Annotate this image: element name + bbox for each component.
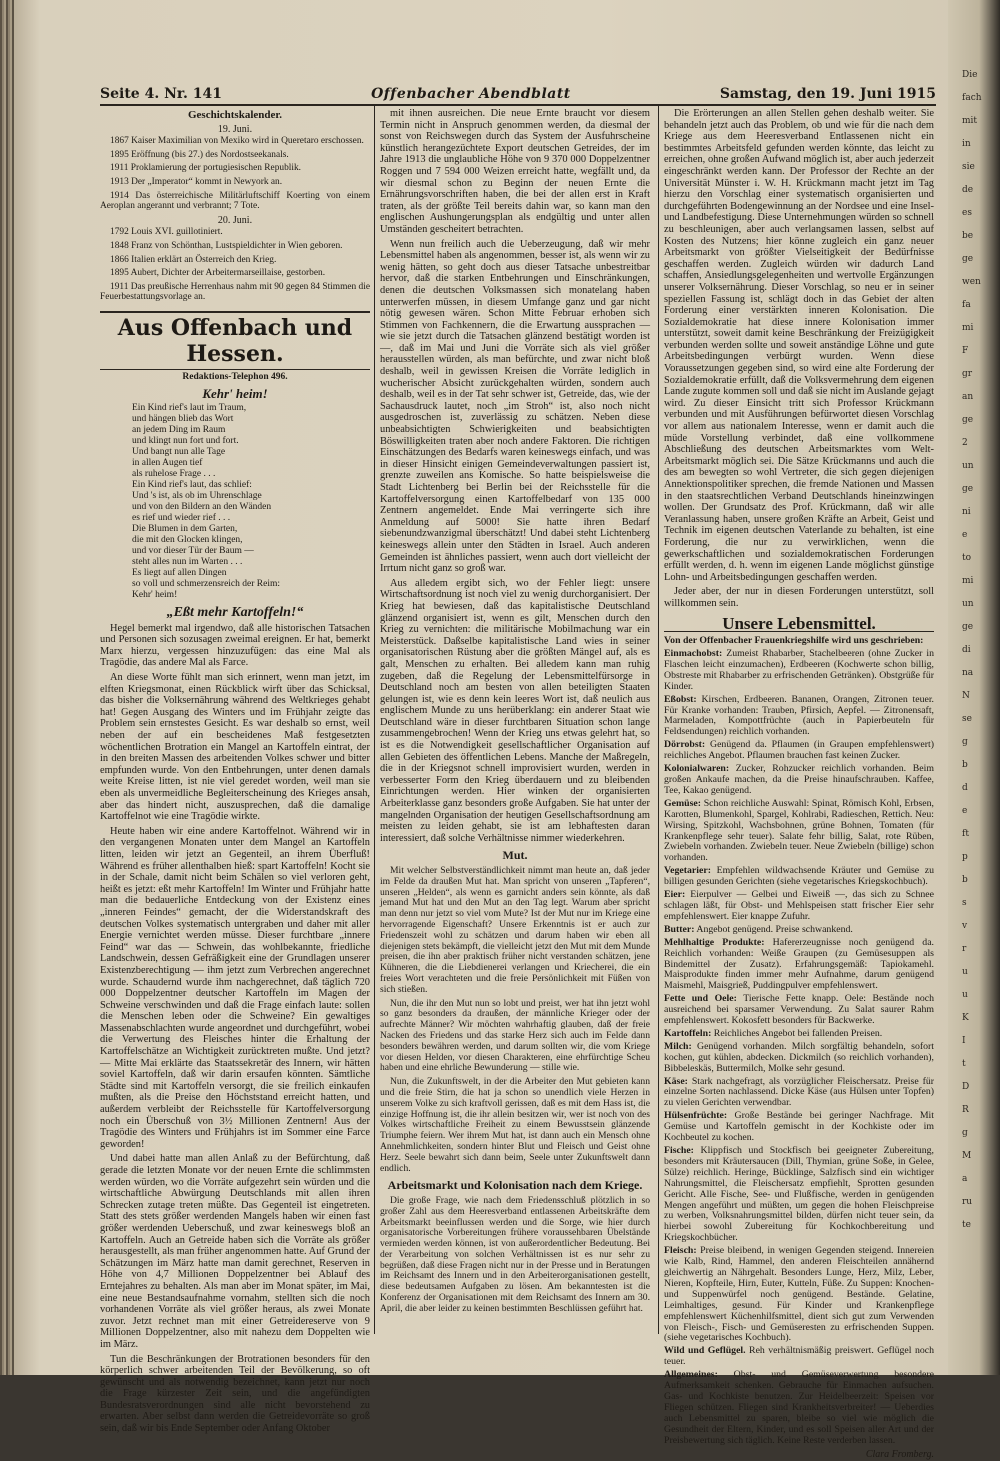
food-item xyxy=(664,799,934,864)
calendar-date: 20. Juni. xyxy=(217,214,253,226)
edge-fragment: M xyxy=(962,1151,972,1161)
edge-fragment: mi xyxy=(962,576,974,586)
paragraph: Aus alledem ergibt sich, wo der Fehler liegt: unsere Wirtschaftsordnung ist noch viel zu wenig durchorganisiert. Der Krieg hat bewiesen, daß das kapitalistische Deutschland glänzend organisiert ist, wenn es gilt, Menschen durch den Krieg zu vernichten: die militärische Mobilmachung war ein Meisterstück. Daßselbe kapitalistische Land wies in seiner organisatorischen Rüstung aber die größten Mängel auf, als es galt, Menschen zu erhalten. Bei alledem kann man ruhig zugeben, daß die Regelung der Lebensmittelfürsorge in Deutschland noch am besten von allen beteiligten Staaten gelungen ist, wie es denn kein leeres Wort ist, daß neulich aus englischem Munde zu uns herüberklang: ein anderer Staat wie Deutschland wäre in dieser furchtbaren Situation schon lange zusammengebrochen! Wenn der Krieg uns etwas gelehrt hat, so ist es die Notwendigkeit gesellschaftlicher Organisation auf allen Gebieten des öffentlichen Lebens. Manche der Maßregeln, die in der Kriegsnot schnell improvisiert wurden, werden in verbesserter Form den Krieg überdauern und zu bleibenden Einrichtungen werden. Hier winken der organisierten Arbeiterklasse ganz besonders große Aufgaben. Sie hat unter der mangelnden Organisation der heutigen Gesellschaftsordnung am meisten zu leiden gehabt, sie ist am lebhaftesten daran interessiert, daß solche Verhältnisse nimmer wiederkehren. xyxy=(380,577,650,844)
poem-line: es rief und wieder rief . . . xyxy=(132,513,231,524)
food-item xyxy=(664,866,934,888)
calendar-entry: 1911 Das preußische Herrenhaus nahm mit 90 gegen 84 Stimmen die Feuerbestattungsvorlage an. xyxy=(100,281,371,303)
paragraph: mit ihnen ausreichen. Die neue Ernte braucht vor diesem Termin nicht in Anspruch genommen werden, da diesmal der sonst von Reichswegen durch das System der Ausfuhrscheine künstlich herangezüchtete Export deutschen Getreides, der im Jahre 1913 die unglaubliche Höhe von 9 370 000 Doppelzentner Roggen und 7 594 000 Weizen erreicht hatte, wegfällt und, da wir diesmal schon zu Beginn der neuen Ernte die Ernährungsvorschriften haben, die bei der allen erst in Kraft traten, als der größte Teil bereits dahin war, so kann man den englischen Aushungerungsplan als endgültig und unter allen Umständen gescheitert betrachten. xyxy=(380,108,650,235)
edge-fragment: b xyxy=(962,875,968,885)
poem-line: und von den Bildern an den Wänden xyxy=(132,502,272,513)
poem-line: Kehr' heim! xyxy=(132,590,178,601)
edge-fragment: N xyxy=(962,691,970,701)
edge-fragment: ge xyxy=(962,484,974,494)
poem-line: und hängen blieb das Wort xyxy=(132,414,234,425)
food-description: Schon reichliche Auswahl: Spinat, Römisch Kohl, Erbsen, Karotten, Blumenkohl, Spargel, Kohlrabi, Radieschen, Rettich. Neu: Wirsing, Spitzkohl, Wachsbohnen, grüne Bohnen, Tomaten (für Krankenpflege sehr teuer). Salate fehr billig, Salat, rote Rüben, Zwiebeln vorhanden. Zwiebeln teuer. Neue Zwiebeln (billige) schon vorhanden. xyxy=(664,797,934,864)
edge-fragment: v xyxy=(962,921,968,931)
food-description: Reichliches Angebot bei fallenden Preisen. xyxy=(711,1027,883,1039)
edge-fragment: t xyxy=(962,1059,966,1069)
food-description: Empfehlen wildwachsende Kräuter und Gemüse zu billigen gesunden Gerichten (siehe vegetarisches Kriegskochbuch). xyxy=(664,865,934,888)
adjacent-page-text xyxy=(962,70,992,1250)
food-item xyxy=(664,740,934,762)
edge-fragment: fa xyxy=(962,300,971,310)
paragraph: Tun die Beschränkungen der Brotrationen besonders für den körperlich schwer arbeitenden Teil der Bevölkerung, so oft gewünscht und als notwendig bezeichnet, kann jetzt nur noch die Frage kürzester Zeit sein, und die angefündigten Bundesratsverordnungen sind alle nicht bevorstehend zu erwarten. Aber selbst dann werden die Getreidevorräte so groß sein, daß wir bis Ende September oder Anfang Oktober xyxy=(100,1353,370,1435)
edge-fragment: fach xyxy=(962,93,982,103)
calendar-entry: 1914 Das österreichische Militärluftschiff Koerting von einem Aeroplan angerannt und verbrannt; 7 Tote. xyxy=(100,190,370,212)
food-item xyxy=(664,1042,934,1075)
food-item xyxy=(664,695,934,739)
edge-fragment: u xyxy=(962,967,968,977)
food-category: Dörrobst: xyxy=(664,739,706,751)
edge-fragment: a xyxy=(962,1174,968,1184)
food-description: Hafererzeugnisse noch genügend da. Reichlich vorhanden: Weiße Graupen (zu Gemüsesuppen als Bindemittel der Zusatz). Erfahrungsgemäß: Tapiokamehl. Maisprodukte finden immer mehr Aufnahme, darum genügend Maismehl, Maisgrieß, Puddingpulver empfehlenswert. xyxy=(664,936,934,992)
food-item xyxy=(664,994,934,1027)
header-rule xyxy=(100,104,936,106)
poem-line: Die Blumen in dem Garten, xyxy=(132,524,238,535)
poem-line: Und 's ist, als ob im Uhrenschlage xyxy=(132,491,262,502)
food-item xyxy=(664,1029,934,1040)
paragraph: Jeder aber, der nur in diesen Forderungen unterstützt, soll willkommen sein. xyxy=(664,586,934,609)
food-description: Stark nachgefragt, als vorzüglicher Fleischersatz. Preise für einzelne Sorten nachlassend. Dicke Käse (aus Hülsen unter Topfen) zu vielen Gerichten verwendbar. xyxy=(664,1075,934,1109)
column-divider xyxy=(658,106,659,1334)
edge-fragment: mit xyxy=(962,116,978,126)
page-header xyxy=(100,82,936,102)
edge-fragment: ni xyxy=(962,507,971,517)
edge-fragment: gr xyxy=(962,369,973,379)
article-title: „Eßt mehr Kartoffeln!“ xyxy=(166,605,304,621)
paragraph: Die große Frage, wie nach dem Friedensschluß plötzlich in so großer Zahl aus dem Heeresverband entlassenen Arbeitskräfte dem Arbeitsmarkt beeinflussen werden und die Sorge, wie hier durch organisatorische Vorbereitungen frühere voraussehbaren Übelstände vermieden werden können, ist von außerordentlicher Bedeutung. Bei der Verarbeitung von solchen Verhältnissen ist es nur sehr zu begrüßen, daß diese Fragen nicht nur in der Presse und in Beratungen im Reichsamt des Innern und in den Arbeiterorganisationen gestellt, diese bedeutsamen Aufgaben zu lösen. Am bekanntesten ist die Konferenz der Organisationen mit dem Reichsamt des Innern am 30. April, die aber leider zu keinen bestimmten Beschlüssen geführt hat. xyxy=(380,1194,650,1314)
edge-fragment: in xyxy=(962,139,971,149)
poem-line: steht alles nun im Warten . . . xyxy=(132,557,243,568)
edge-fragment: na xyxy=(962,668,974,678)
newspaper-title: Offenbacher Abendblatt xyxy=(371,86,571,102)
edge-fragment: e xyxy=(962,806,968,816)
food-category: Mehlhaltige Produkte: xyxy=(664,936,765,948)
edge-fragment: ru xyxy=(962,1197,973,1207)
edge-fragment: sie xyxy=(962,162,975,172)
edge-fragment: to xyxy=(962,553,972,563)
food-description: Genügend da. Pflaumen (in Graupen empfehlenswert) reichliches Angebot. Pflaumen brauchen fast keinen Zucker. xyxy=(664,739,934,762)
calendar-entry: 1866 Italien erklärt an Österreich den Krieg. xyxy=(110,254,277,265)
paragraph: Und dabei hatte man allen Anlaß zu der Befürchtung, daß gerade die letzten Monate vor der neuen Ernte die schlimmsten werden würden, wo die Vorräte aufgezehrt sein würden und die wirtschaftliche Abwürgung Deutschlands mit allen ihren Schrecken zutage treten müßte. Das Gegenteil ist eingetreten. Statt des stets größer werdenden Mangels haben wir einen fast größer werdenden Ueberschuß, und zwar keineswegs bloß an Kartoffeln. Auch an Getreide haben sich die Vorräte als größer herausgestellt, als man früher angenommen hatte. Auf Grund der Schätzungen im März hatte man damit gerechnet, Reserven in Höhe von 4,7 Millionen Doppelzentner bei Ablauf des Erntejahres zu behalten. Als man aber im Monat später, im Mai, eine neue Bestandsaufnahme vornahm, stellten sich die noch vorhandenen Vorräte als viel größer heraus, als zwei Monate zuvor. Jetzt rechnet man mit einer Getreidereserve von 9 Millionen Doppelzentner, also mit nahezu dem Doppelten wie im März. xyxy=(100,1153,370,1350)
edge-fragment: un xyxy=(962,599,974,609)
food-description: Große Bestände bei geringer Nachfrage. Mit Gemüse und Kartoffeln gemischt in der Kochkiste oder im Kochbeutel zu kochen. xyxy=(664,1110,934,1144)
adjacent-page-edge xyxy=(948,0,1000,1375)
food-category: Gemüse: xyxy=(664,797,702,809)
food-description: Kirschen, Erdbeeren. Bananen, Orangen, Zitronen teuer. Für Kranke vorhanden: Trauben, Pfirsich, Aepfel. — Zitronensaft, Marmeladen, Kompottfrüchte (auch in Papierbeuteln für Feldsendungen) reichlich vorhanden. xyxy=(664,693,934,738)
edge-fragment: ft xyxy=(962,829,969,839)
editorial-phone: Redaktions-Telephon 496. xyxy=(182,371,288,382)
article-body xyxy=(380,866,650,1174)
paragraph: Wenn nun freilich auch die Ueberzeugung, daß wir mehr Lebensmittel haben als angenommen, besser ist, als wenn wir zu wenig hätten, so geht doch aus dieser Tatsache unbestreitbar hervor, daß die starken Entbehrungen und Einschränkungen, denen die deutschen Volksmassen sich monatelang haben unterwerfen müssen, in diesem Umfange ganz und gar nicht nötig gewesen wären. Schon Mitte Februar erhoben sich Stimmen von Fachkennern, die die Erwartung aussprachen — wie sie jetzt durch die Tatsachen glänzend bestätigt worden ist —, daß im Mai und Juni die Vorräte sich als viel größer herausstellen würden, als man befürchte, und zwar nicht bloß deshalb, weil in gewissen Kreisen die Vorräte lediglich in wucherischer Absicht zurückgehalten würden, sondern auch deshalb, weil es in der Tat sehr schwer ist, Getreide, das, wie der Sachausdruck lautet, noch „im Stroh“ ist, also noch nicht ausgedroschen ist, zuverlässig zu schätzen. Neben diese unbeabsichtigten Schwierigkeiten und beabsichtigten Böswilligkeiten traten aber noch andere Faktoren. Die richtigen Einschätzungen des Bedarfs waren keineswegs einfach, und was in dieser Hinsicht einigen Gemeindeverwaltungen passiert ist, grenzte zuweilen ans Komische. So hatte beispielsweise die Stadt Lichtenberg bei Berlin bei der Reichsstelle für die Kartoffelversorgung einen Kartoffelbedarf von 135 000 Zentnern angemeldet. Ende Mai verringerte sich ihre Anmeldung auf 5000! Sie hatte ihren Bedarf siebenundzwanzigmal überschätzt! Und dabei steht Lichtenberg keineswegs allein unter den Städten in Israel. Auch anderen Gemeinden ist ähnliches passiert, wenn auch dort vielleicht der Irrtum nicht ganz so groß war. xyxy=(380,238,650,575)
food-description: Obst- und Gemüseverwertung besondere Aufmerksamkeit schenken. Gebrauche für Einmachen aufsuchen. Gas- und Kochkiste benutzen. Zur Heidelbeerzeit: Speisen vor Fliegen schützen. Fliegen sind Krankheitsverbreiter! — Ueberdies auch Lebensmittel zu sparen, bleibe so viel wie möglich die Gesundheit der Eltern, Kinder, und es soll Speisen aller Art und der Preisbewertung sich täglich. Keine Reste verderben lassen. xyxy=(664,1369,934,1446)
edge-fragment: se xyxy=(962,714,972,724)
food-category: Eßobst: xyxy=(664,693,697,705)
poem-line: an jedem Ding im Raum xyxy=(132,425,226,436)
paragraph: Nun, die Zukunftswelt, in der die Arbeiter den Mut gebieten kann und die freie Stirn, die hat ja schon so unendlich viele Herzen in unserem Volke zu sich kraftvoll gerissen, daß es mit dem Hass ist, die einzige Hoffnung ist, die ihr allein besitzen wir, wer ist noch von des Volkes wirtschaftliche Freiheit zu einem Bewusstsein glänzende Triumphe feiern. Wer ihrem Mut hat, ist dann auch ein Mensch ohne Annehmlichkeiten, sondern hinter Blut und Fleisch und Geist ohne Herz. Seele bewahrt sich dann beim, Seele unter Zukunftswelt dann endlich. xyxy=(380,1076,650,1174)
poem-line: Und bangt nun alle Tage xyxy=(132,447,226,458)
page-number: Seite 4. Nr. 141 xyxy=(100,86,222,102)
food-category: Einmachobst: xyxy=(664,648,723,660)
food-category: Kolonialwaren: xyxy=(664,763,730,775)
article-body xyxy=(380,1196,650,1315)
article-intro: Von der Offenbacher Frauenkriegshilfe wird uns geschrieben: xyxy=(664,635,924,647)
edge-fragment: F xyxy=(962,346,969,356)
food-item xyxy=(664,890,934,923)
article-title: Arbeitsmarkt und Kolonisation nach dem Kriege. xyxy=(387,1178,643,1193)
food-item xyxy=(664,925,934,936)
issue-date: Samstag, den 19. Juni 1915 xyxy=(719,86,936,102)
article-continuation xyxy=(664,108,934,610)
edge-fragment: g xyxy=(962,737,968,747)
poem-line: und vor dieser Tür der Baum — xyxy=(132,546,254,557)
paragraph: An diese Worte fühlt man sich erinnert, wenn man jetzt, im elften Kriegsmonat, einen Rückblick wirft über das Schicksal, das bisher die Volksernährung während des Weltkrieges gehabt hat! Gegen Ausgang des Winters und im Frühjahr zeigte das Problem sein ernstestes Gesicht. Es war deshalb so ernst, weil neben der auf ein bescheidenes Maß festgesetzten wöchentlichen Brotration ein Mangel an Kartoffeln eintrat, der in den breiten Massen des arbeitenden Volkes schwer und bitter empfunden wurde. Von den Entbehrungen, unter denen damals weite Kreise litten, ist nie viel geredet worden, weil man sie eben als unvermeidliche Begleiterscheinung des Krieges ansah, aber das hindert nicht, auszusprechen, daß die damalige Kartoffelnot wie eine Tragödie wirkte. xyxy=(100,672,370,823)
edge-fragment: un xyxy=(962,461,974,471)
food-category: Eier: xyxy=(664,889,686,901)
food-category: Milch: xyxy=(664,1040,692,1052)
food-description: Genügend vorhanden. Milch sorgfältig behandeln, sofort kochen, gut kühlen, abdecken. Dickmilch (so reichlich vorhanden), Bibbeleskäs, Buttermilch, Molke sehr gesund. xyxy=(664,1040,934,1074)
edge-fragment: K xyxy=(962,1013,969,1023)
calendar-entry: 1913 Der „Imperator“ kommt in Newyork an. xyxy=(110,176,283,187)
food-description: Tierische Fette knapp. Oele: Bestände noch ausreichend bei sparsamer Verwendung. Zu Salat saurer Rahm empfehlenswert. Kokosfett besonders für Backwerke. xyxy=(664,993,934,1027)
calendar-entry: 1911 Proklamierung der portugiesischen Republik. xyxy=(110,163,302,174)
calendar-entry: 1848 Franz von Schönthan, Lustspieldichter in Wien geboren. xyxy=(110,240,343,251)
edge-fragment: di xyxy=(962,645,971,655)
calendar-entries xyxy=(100,227,370,303)
food-item xyxy=(664,1111,934,1144)
author-signature: Clara Fromberg. xyxy=(865,1449,934,1461)
article-title: Mut. xyxy=(502,848,528,863)
food-category: Allgemeines: xyxy=(664,1369,718,1381)
food-category: Butter: xyxy=(664,923,695,935)
food-description: Eierpulver — Gelbei und Eiweiß —, das sich zu Schnee schlagen läßt, für Obst- und Mehlspeisen statt frischer Eier sehr empfehlenswert. Eier knappe Zufuhr. xyxy=(664,889,934,922)
paragraph: Heute haben wir eine andere Kartoffelnot. Während wir in den vergangenen Monaten unter dem Mangel an Kartoffeln litten, leiden wir jetzt an Gegenteil, an ihrem Überfluß! Während es früher allenthalben hieß: spart Kartoffeln! Kocht sie in der Schale, damit nicht beim Schälen so viel verloren geht, heißt es jetzt: eßt mehr Kartoffeln! Im Winter und Frühjahr hatte man die bedauerliche Entdeckung von der Existenz eines „inneren Feindes“ gemacht, der die Widerstandskraft des deutschen Volkes systematisch untergraben und daher mit aller Energie vernichtet werden müsse. Dieser furchtbare „innere Feind“ war das — Schwein, das wohlbekannte, friedliche Landschwein, dessen Gefräßigkeit eine der Grundlagen unserer Existenzberechtigung — ihm jetzt zum Verbrechen angerechnet wurde. Schaudernd wurde ihm nachgerechnet, daß täglich 720 000 Doppelzentner deutscher Kartoffeln im Magen der Schweine verschwinden und daß die Frage einfach laute: sollen die Menschen leben oder die Schweine? Ein gewaltiges Massenabschlachten wurde angeordnet und durchgeführt, wobei die Verwertung des Fleisches hinter die Erhaltung der Kartoffelschätze an Wichtigkeit zurücktreten mußte. Und jetzt? — Mitte Mai erklärte das Staatssekretär des Innern, wir hätten soviel Kartoffeln, daß wir darin ersaufen könnten. Sämtliche Städte sind mit Kartoffeln versorgt, die sie freilich einkaufen mußten, als die Preise den Höchststand erreicht hatten, und außerdem verbleibt der Reichsstelle für Kartoffelversorgung noch ein Überschuß von 3½ Millionen Zentnern! Aus der Tragödie des Winters und Frühjahrs ist im Sommer eine Farce geworden! xyxy=(100,825,370,1150)
edge-fragment: Die xyxy=(962,70,978,80)
poem-line: Ein Kind rief's laut im Traum, xyxy=(132,403,247,414)
calendar-title: Geschichtskalender. xyxy=(187,109,282,121)
food-item xyxy=(664,938,934,993)
edge-fragment: wen xyxy=(962,277,981,287)
edge-fragment: be xyxy=(962,231,974,241)
edge-fragment: R xyxy=(962,1105,969,1115)
book-binding xyxy=(0,0,14,1375)
food-description: Klippfisch und Stockfisch bei geeigneter Zubereitung, besonders mit Kräutersaucen (Dill, Thymian, grüne Soße, in Gelee, Sülze) reichlich. Heringe, Bücklinge, Salzfisch sind ein wichtiger Nahrungsmittel, die Fleischersatz empfiehlt, Sprotten gesunden Gericht. Alle Fische, See- und Flußfische, werden in genügenden Mengen angeführt und müßten, um gegen die hohen Fleischpreise zu werben, Volksnahrungsmittel bilden, dürfen nicht teuer sein, da hierbei sowohl Zubereitung für Kochkochbereitung und Kriegskochbücher. xyxy=(664,1145,934,1244)
food-item xyxy=(664,764,934,797)
food-item xyxy=(664,1370,934,1446)
food-category: Fische: xyxy=(664,1145,694,1156)
edge-fragment: 2 xyxy=(962,438,968,448)
poem-line: die mit den Glocken klingen, xyxy=(132,535,243,546)
poem-line: so voll und schmerzensreich der Reim: xyxy=(132,579,281,590)
edge-fragment: ge xyxy=(962,622,974,632)
edge-fragment: e xyxy=(962,530,968,540)
edge-fragment: u xyxy=(962,990,968,1000)
food-category: Fleisch: xyxy=(664,1245,697,1257)
edge-fragment: r xyxy=(962,944,967,954)
paragraph: Nun, die ihr den Mut nun so lobt und preist, wer hat ihn jetzt wohl so ganz besonders da draußen, der männliche Krieger oder der aufrechte Männer? Wir möchten wahrhaftig glauben, daß der freie Nacken des Friedens und das starke Herz sich auch im Felde dann besonders bewähren werden, und darum sollten wir, die vom Kriege vor diesen Helden, vor diesen Charakteren, eine ehrfürchtige Scheu haben und eine ehrliche Bewunderung — stille wie. xyxy=(380,997,650,1074)
food-description: Reh verhältnismäßig preiswert. Geflügel noch teuer. xyxy=(664,1345,934,1368)
edge-fragment: te xyxy=(962,1220,971,1230)
paragraph: Mit welcher Selbstverständlichkeit nimmt man heute an, daß jeder im Felde da draußen Mut hat. Man spricht von unseren „Tapferen“, unseren „Helden“, als wenn es garnicht anders sein könnte, als daß jemand Mut hat und den Mut an den Tag legt. Warum aber spricht man denn nur jetzt so viel vom Mute? Ist der Mut nur im Kriege eine hervorragende Eigenschaft? Unsere Erkenntnis ist er auch zur Friedenszeit wohl zu schätzen und darum haben wir eben all diejenigen stets bekämpft, die vielleicht jetzt den Mut mit dem Munde preisen, die ihn aber praktisch früher nicht verstanden schätzen, jene Kühneren, die die Liebdienerei verlangen und Kriecherei, die ein freies Wort verachteten und die freie Persönlichkeit mit Füßen von sich stießen. xyxy=(380,865,650,995)
food-item xyxy=(664,1246,934,1344)
poem-title: Kehr' heim! xyxy=(202,385,268,401)
edge-fragment: d xyxy=(962,783,968,793)
article-continuation xyxy=(380,108,650,844)
edge-fragment: D xyxy=(962,1082,970,1092)
edge-fragment: es xyxy=(962,208,972,218)
column-1 xyxy=(100,108,371,1435)
column-divider xyxy=(374,106,375,1334)
food-description: Zucker, Rohzucker reichlich vorhanden. Beim großen Ankaufe machen, da die Preise hinaufschrauben. Kaffee, Tee, Kakao genügend. xyxy=(664,763,934,796)
poem-body xyxy=(132,403,370,601)
edge-fragment: I xyxy=(962,1036,966,1046)
edge-fragment: g xyxy=(962,1128,968,1138)
calendar-entries xyxy=(100,136,370,212)
food-category: Vegetarier: xyxy=(664,865,711,877)
calendar-entry: 1895 Aubert, Dichter der Arbeitermarseillaise, gestorben. xyxy=(110,268,326,279)
calendar-entry: 1792 Louis XVI. guillotiniert. xyxy=(110,227,223,238)
poem-line: und klingt nun fort und fort. xyxy=(132,436,239,447)
article-title: Unsere Lebensmittel. xyxy=(664,618,934,633)
food-category: Kartoffeln: xyxy=(664,1027,712,1039)
paragraph: Die Erörterungen an allen Stellen gehen deshalb weiter. Sie behandeln jetzt auch das Problem, ob und wie für die nach dem Kriege aus dem Heeresverband Entlassenen nicht ein bestimmtes Arbeitsfeld gefunden werden könnte, das leicht zu erreichen, ohne großen Aufwand möglich ist, aber auch jederzeit eingeschränkt werden kann. Der Professor der Rechte an der Universität Münster i. W. H. Krückmann macht jetzt im Tag hierzu den Vorschlag einer systematisch organisierten und durchgeführten Bodengewinnung an der Nordsee und eine Insel- und Landbefestigung. Diese Unternehmungen würden so schnell zu beschleunigen, aber auch verlangsamen lassen, selbst auf Kosten des Nutzens; hier könne zugleich ein ganz neuer Arbeitsmarkt von größter Vielseitigkeit der Bedürfnisse geschaffen werden. Zugleich würden wir dadurch Land schaffen, Ansiedlungsgelegenheiten und wertvolle Ergänzungen unserer Volksernährung. Dieser Vorschlag, so neu er in seiner speziellen Fassung ist, schlägt doch in das Gebiet der alten Forderung einer verstärkten inneren Kolonisation. Die Sozialdemokratie hat diese innere Kolonisation immer unterstützt, soweit damit keine Beschränkung der Freizügigkeit verbunden werden sollte und soweit anständige Löhne und gute Arbeitsbedingungen verbürgt wurden. Wenn diese Voraussetzungen gegeben sind, so wird eine alte Forderung der Sozialdemokratie erfüllt, daß die Volksvermehrung dem eigenen Lande zugute kommen soll und daß sie nicht im Auslande gejagt wird. Zu dieser Einsicht tritt sich Professor Krückmann verbunden und mit Ausführungen befürwortet diesen Vorschlag vor allem aus nationalem Interesse, wenn er damit auch die müde Vorstellung verbindet, daß eine vollkommene Abschließung des deutschen Arbeitsmarktes vom Welt-Arbeitsmarkt möglich sei. Die Sätze Krückmanns und auch die des am bewegten so wohl Vertreter, die sich gegen diejenigen Annektionspolitiker sprechen, die fremde Nationen und Massen in den staatsrechtlichen Verband Deutschlands hineinzwingen wollen. Der Grundsatz des Prof. Krückmann, daß wir alle Veranlassung haben, unsere großen Kräfte an Arbeit, Geist und Technik im eigenen deutschen Vaterlande zu behalten, ist eine Forderung, die nur zu verwirklichen, wenn die gewerkschaftlichen und sozialdemokratischen Forderungen erfüllt werden, d. h. wenn im eigenen Lande möglichst günstige Lohn- und Arbeitsbedingungen geschaffen werden. xyxy=(664,108,934,583)
calendar-date: 19. Juni. xyxy=(217,123,253,135)
food-list xyxy=(664,649,934,1446)
local-section-title: Aus Offenbach und Hessen. xyxy=(100,311,370,370)
edge-fragment: de xyxy=(962,185,974,195)
poem-line: Es liegt auf allen Dingen xyxy=(132,568,227,579)
food-item xyxy=(664,1077,934,1110)
calendar-entry: 1895 Eröffnung (bis 27.) des Nordostseekanals. xyxy=(110,149,289,160)
edge-fragment: ge xyxy=(962,415,974,425)
column-3 xyxy=(664,108,934,1461)
poem-line: als ruhelose Frage . . . xyxy=(132,469,216,480)
food-item xyxy=(664,1346,934,1368)
edge-fragment: s xyxy=(962,898,967,908)
food-category: Wild und Geflügel. xyxy=(664,1345,746,1357)
edge-fragment: an xyxy=(962,392,974,402)
food-description: Angebot genügend. Preise schwankend. xyxy=(694,923,853,935)
food-category: Käse: xyxy=(664,1075,688,1087)
food-description: Zumeist Rhabarber, Stachelbeeren (ohne Zucker in Flaschen leicht einzumachen), Erdbeeren (Kochwerte schon billig, Obstreste mit Rhabarber zu erfrischenden Getränken). Obstgrüße für Kinder. xyxy=(664,648,934,692)
food-item xyxy=(664,1146,934,1244)
food-category: Hülsenfrüchte: xyxy=(664,1110,728,1122)
paragraph: Hegel bemerkt mal irgendwo, daß alle historischen Tatsachen und Personen sich sozusagen zweimal ereignen. Er hat, bemerkt Marx hierzu, vergessen hinzuzufügen: das eine Mal als Tragödie, das andere Mal als Farce. xyxy=(100,622,370,669)
food-item xyxy=(664,649,934,693)
calendar-entry: 1867 Kaiser Maximilian von Mexiko wird in Queretaro erschossen. xyxy=(110,136,364,147)
poem-line: Ein Kind rief's laut, das schlief: xyxy=(132,480,252,491)
article-body xyxy=(100,623,370,1435)
edge-fragment: p xyxy=(962,852,968,862)
edge-fragment: ge xyxy=(962,254,974,264)
edge-fragment: b xyxy=(962,760,968,770)
column-2 xyxy=(380,108,650,1336)
food-description: Preise bleibend, in wenigen Gegenden steigend. Innereien wie Kalb, Rind, Hammel, den anderen Fleischteilen annähernd gleichwertig an Nährgehalt. Besonders Lunge, Herz, Milz, Leber, Nieren, Kopfteile, Hirn, Euter, Kutteln, Füße. Zu Suppen: Knochen- und Suppenwürfel noch genügend. Bestände. Gelatine, Leimhaltiges, gesund. Für Kinder und Krankenpflege empfehlenswert Küchenhilfsmittel, dient sich gut zum Verwenden von Fleisch-, Fisch- und Gemüseresten zu erfrischenden Suppen. (siehe vegetarisches Kochbuch). xyxy=(664,1245,934,1344)
food-category: Fette und Oele: xyxy=(664,993,737,1005)
edge-fragment: mi xyxy=(962,323,974,333)
poem-line: in allen Augen tief xyxy=(132,458,203,469)
